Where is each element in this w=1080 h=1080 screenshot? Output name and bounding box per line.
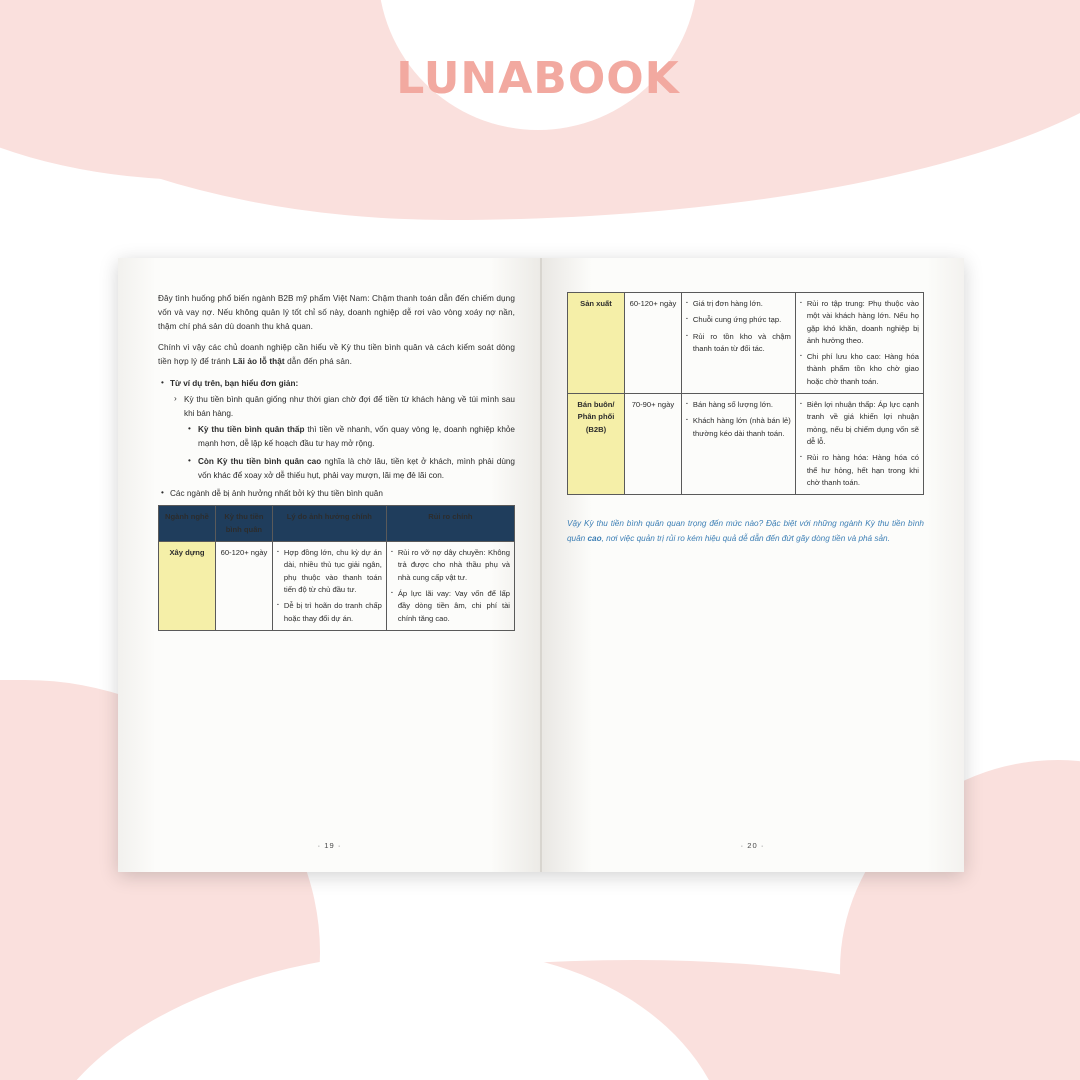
bullet-list-tertiary [184,423,515,483]
bullet-item-analogy [184,393,515,484]
table-cell-reason-line: · Khách hàng lớn (nhà bán lẻ) thường kéo dài thanh toán. [686,415,791,440]
table-cell-dso: 60-120+ ngày [624,293,681,394]
table-cell-industry: Bán buôn/ Phân phối (B2B) [568,394,625,495]
table-header-row [159,506,515,542]
table-cell-risk [386,542,514,631]
table-body-continued [568,293,924,495]
table-cell-risk [795,293,923,394]
bullet-list-secondary [170,393,515,484]
book-spine [540,258,542,872]
table-header-industry: Ngành nghề [159,506,216,542]
closing-note [567,517,924,547]
bullet-item-high-dso-rest: nghĩa là chờ lâu, tiền kẹt ở khách, mình phải dùng vốn khác để xoay xở dễ thiếu hụt, phải vay mượn, lãi mẹ đẻ lãi con. [198,457,515,481]
brand-logo-text: LUNABOOK [396,53,680,104]
book-page-left [118,258,541,872]
table-cell-reason [681,293,795,394]
bullet-item-summary [170,377,515,484]
paragraph-intro: Đây tình huống phổ biến ngành B2B mỹ phẩm Việt Nam: Chậm thanh toán dẫn đến chiếm dụng vốn và vay nợ. Nếu không quản lý tốt chỉ số này, doanh nghiệp dễ rơi vào vòng xoáy nợ nần, thậm chí phá sản dù doanh thu khả quan. [158,294,515,332]
industry-risk-table-part1 [158,505,515,630]
bullet-item-low-dso-bold: Kỳ thu tiền bình quân thấp [198,424,305,434]
industry-risk-table-part2 [567,292,924,495]
book-spread [118,258,964,872]
paragraph-second [158,341,515,369]
bullet-item-high-dso [198,455,515,483]
table-cell-dso: 70-90+ ngày [624,394,681,495]
table-header-reason: Lý do ảnh hưởng chính [272,506,386,542]
bullet-item-analogy-text: Kỳ thu tiền bình quân giống như thời gian chờ đợi để tiền từ khách hàng về túi mình sau khi bán hàng. [184,394,515,418]
bullet-item-high-dso-bold: Còn Kỳ thu tiền bình quân cao [198,457,322,467]
table-row [159,542,515,631]
table-cell-risk-line: · Chi phí lưu kho cao: Hàng hóa thành phẩm tồn kho chờ giao hoặc chờ thanh toán. [800,351,919,388]
table-head [159,506,515,542]
bullet-item-summary-label: Từ ví dụ trên, bạn hiểu đơn giản: [170,378,299,388]
paragraph-second-pre: Chính vì vậy các chủ doanh nghiệp cần hiểu về Kỳ thu tiền bình quân và cách kiểm soát dòng tiền hợp lý để tránh [158,343,515,367]
table-cell-risk-line: · Rủi ro vỡ nợ dây chuyền: Không trả được cho nhà thầu phụ và nhà cung cấp vật tư. [391,547,510,584]
table-cell-reason-line: · Hợp đồng lớn, chu kỳ dự án dài, nhiều thủ tục giải ngân, phụ thuộc vào thanh toán tiến độ từ chủ đầu tư. [277,547,382,596]
table-cell-risk-line: · Áp lực lãi vay: Vay vốn để lấp đầy dòng tiền âm, chi phí tài chính tăng cao. [391,588,510,625]
table-cell-risk-line: · Rủi ro hàng hóa: Hàng hóa có thể hư hỏng, hết hạn trong khi chờ thanh toán. [800,452,919,489]
table-row [568,394,924,495]
table-cell-risk [795,394,923,495]
bullet-item-table-intro [170,487,515,501]
table-cell-risk-line: · Rủi ro tập trung: Phụ thuộc vào một vài khách hàng lớn. Nếu họ gặp khó khăn, doanh nghiệp bị ảnh hưởng theo. [800,298,919,347]
page-number-right: · 20 · [740,841,765,850]
table-cell-reason-line: · Giá trị đơn hàng lớn. [686,298,791,310]
table-body [159,542,515,631]
table-cell-reason-line: · Dễ bị trì hoãn do tranh chấp hoặc thay đổi dự án. [277,600,382,625]
table-row [568,293,924,394]
closing-note-post: , nơi việc quản trị rủi ro kém hiệu quả dễ dẫn đến đứt gãy dòng tiền và phá sản. [601,533,890,543]
table-header-risk: Rủi ro chính [386,506,514,542]
table-cell-reason-line: · Rủi ro tồn kho và chậm thanh toán từ đối tác. [686,331,791,356]
table-cell-reason-line: · Chuỗi cung ứng phức tạp. [686,314,791,326]
bullet-item-table-intro-text: Các ngành dễ bị ảnh hưởng nhất bởi kỳ thu tiền bình quân [170,489,383,499]
closing-note-pre: Vậy Kỳ thu tiền bình quân quan trọng đến mức nào? Đặc biệt với những ngành Kỳ thu tiền bình quân [567,519,924,543]
paragraph-second-bold: Lãi ảo lỗ thật [232,357,285,367]
paragraph-second-post: dẫn đến phá sản. [284,357,353,367]
bullet-list-primary [158,377,515,502]
bullet-item-low-dso [198,423,515,451]
table-cell-dso: 60-120+ ngày [215,542,272,631]
table-cell-industry: Sản xuất [568,293,625,394]
bullet-item-low-dso-rest: thì tiền về nhanh, vốn quay vòng lẹ, doanh nghiệp khỏe mạnh hơn, dễ lập kế hoạch đầu tư hay mở rộng. [198,424,515,448]
book-page-right [541,258,964,872]
closing-note-bold: cao [587,533,602,543]
table-header-dso: Kỳ thu tiền bình quân [215,506,272,542]
page-number-left: · 19 · [317,841,342,850]
table-cell-reason [681,394,795,495]
table-cell-risk-line: · Biên lợi nhuận thấp: Áp lực cạnh tranh về giá khiến lợi nhuận mỏng, nếu bị chiếm dụng vốn sẽ dễ lỗ. [800,399,919,448]
table-cell-industry: Xây dựng [159,542,216,631]
table-cell-reason [272,542,386,631]
table-cell-reason-line: · Bán hàng số lượng lớn. [686,399,791,411]
